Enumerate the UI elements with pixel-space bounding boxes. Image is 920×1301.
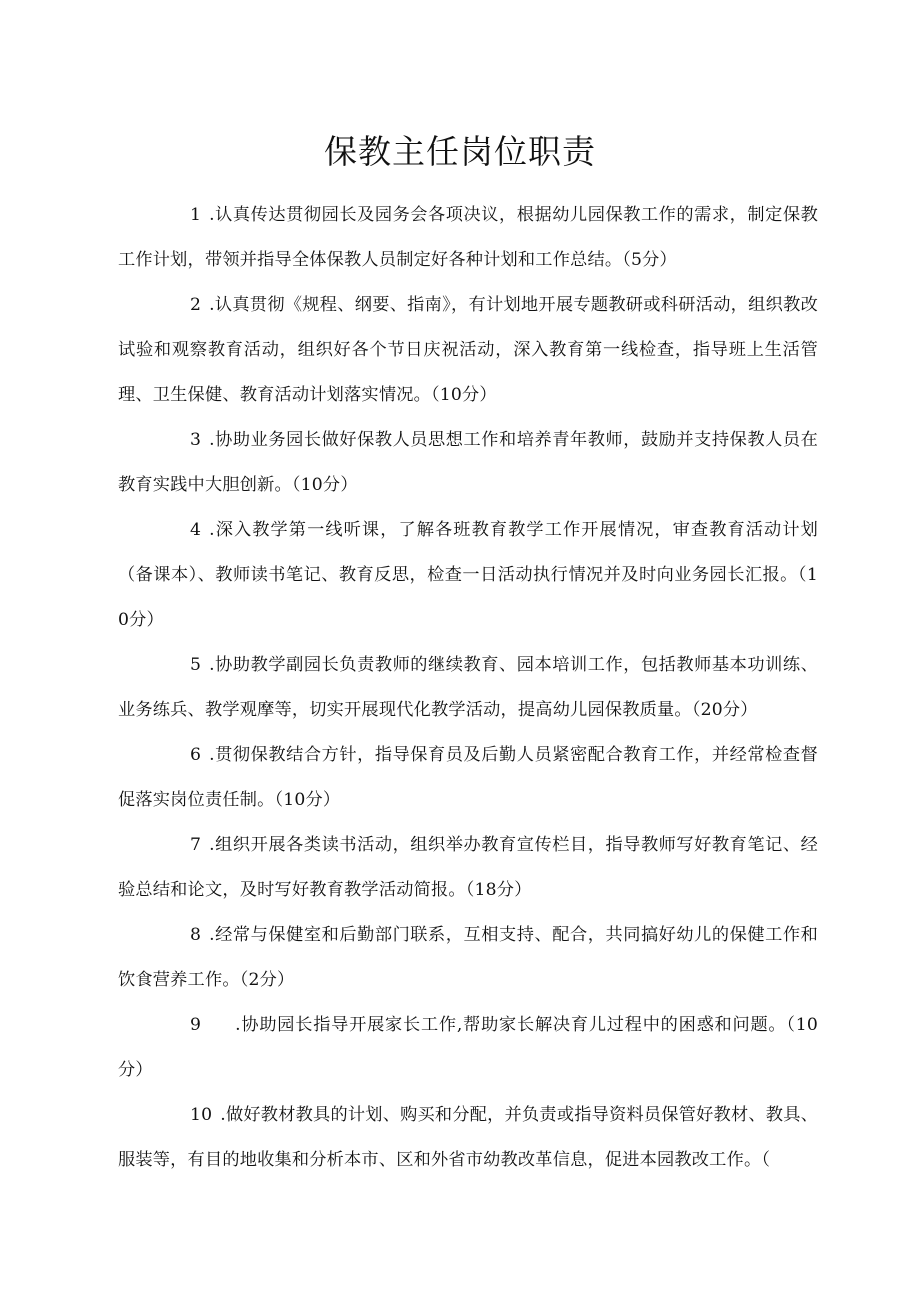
item-text: .深入教学第一线听课，了解各班教育教学工作开展情况，审查教育活动计划（备课本）、教师读书笔记、教育反思，检查一日活动执行情况并及时向业务园长汇报。（10分） xyxy=(118,520,818,630)
document-title: 保教主任岗位职责 xyxy=(324,132,596,171)
list-item xyxy=(118,643,818,733)
item-text: .协助园长指导开展家长工作,帮助家长解决育儿过程中的困惑和问题。（10分） xyxy=(118,1015,818,1080)
item-text: .经常与保健室和后勤部门联系，互相支持、配合，共同搞好幼儿的保健工作和饮食营养工作。（2分） xyxy=(118,925,818,990)
item-number: 1 xyxy=(190,205,202,225)
item-text: .认真传达贯彻园长及园务会各项决议，根据幼儿园保教工作的需求，制定保教工作计划，带领并指导全体保教人员制定好各种计划和工作总结。（5分） xyxy=(118,205,818,270)
item-number: 7 xyxy=(190,835,202,855)
list-item xyxy=(118,418,818,508)
item-text: .贯彻保教结合方针，指导保育员及后勤人员紧密配合教育工作，并经常检查督促落实岗位责任制。（10分） xyxy=(118,745,818,810)
list-item xyxy=(118,283,818,418)
item-text: .协助教学副园长负责教师的继续教育、园本培训工作，包括教师基本功训练、业务练兵、教学观摩等，切实开展现代化教学活动，提高幼儿园保教质量。（20分） xyxy=(118,655,818,720)
list-item xyxy=(118,1003,818,1093)
document-body xyxy=(118,193,818,1183)
item-number: 3 xyxy=(190,430,202,450)
item-number: 9 xyxy=(190,1015,202,1035)
item-number: 8 xyxy=(190,925,202,945)
item-number: 10 xyxy=(190,1105,213,1125)
item-text: .做好教材教具的计划、购买和分配，并负责或指导资料员保管好教材、教具、服装等，有目的地收集和分析本市、区和外省市幼教改革信息，促进本园教改工作。（ xyxy=(118,1105,818,1170)
item-text: .组织开展各类读书活动，组织举办教育宣传栏目，指导教师写好教育笔记、经验总结和论文，及时写好教育教学活动简报。（18分） xyxy=(118,835,818,900)
item-number: 6 xyxy=(190,745,202,765)
list-item xyxy=(118,823,818,913)
item-text: .认真贯彻《规程、纲要、指南》，有计划地开展专题教研或科研活动，组织教改试验和观察教育活动，组织好各个节日庆祝活动，深入教育第一线检查，指导班上生活管理、卫生保健、教育活动计划落实情况。（10分） xyxy=(118,295,818,405)
list-item xyxy=(118,508,818,643)
list-item xyxy=(118,733,818,823)
item-text: .协助业务园长做好保教人员思想工作和培养青年教师，鼓励并支持保教人员在教育实践中大胆创新。（10分） xyxy=(118,430,818,495)
item-number: 2 xyxy=(190,295,202,315)
list-item xyxy=(118,193,818,283)
list-item xyxy=(118,1093,818,1183)
list-item xyxy=(118,913,818,1003)
item-number: 5 xyxy=(190,655,202,675)
item-number: 4 xyxy=(190,520,202,540)
